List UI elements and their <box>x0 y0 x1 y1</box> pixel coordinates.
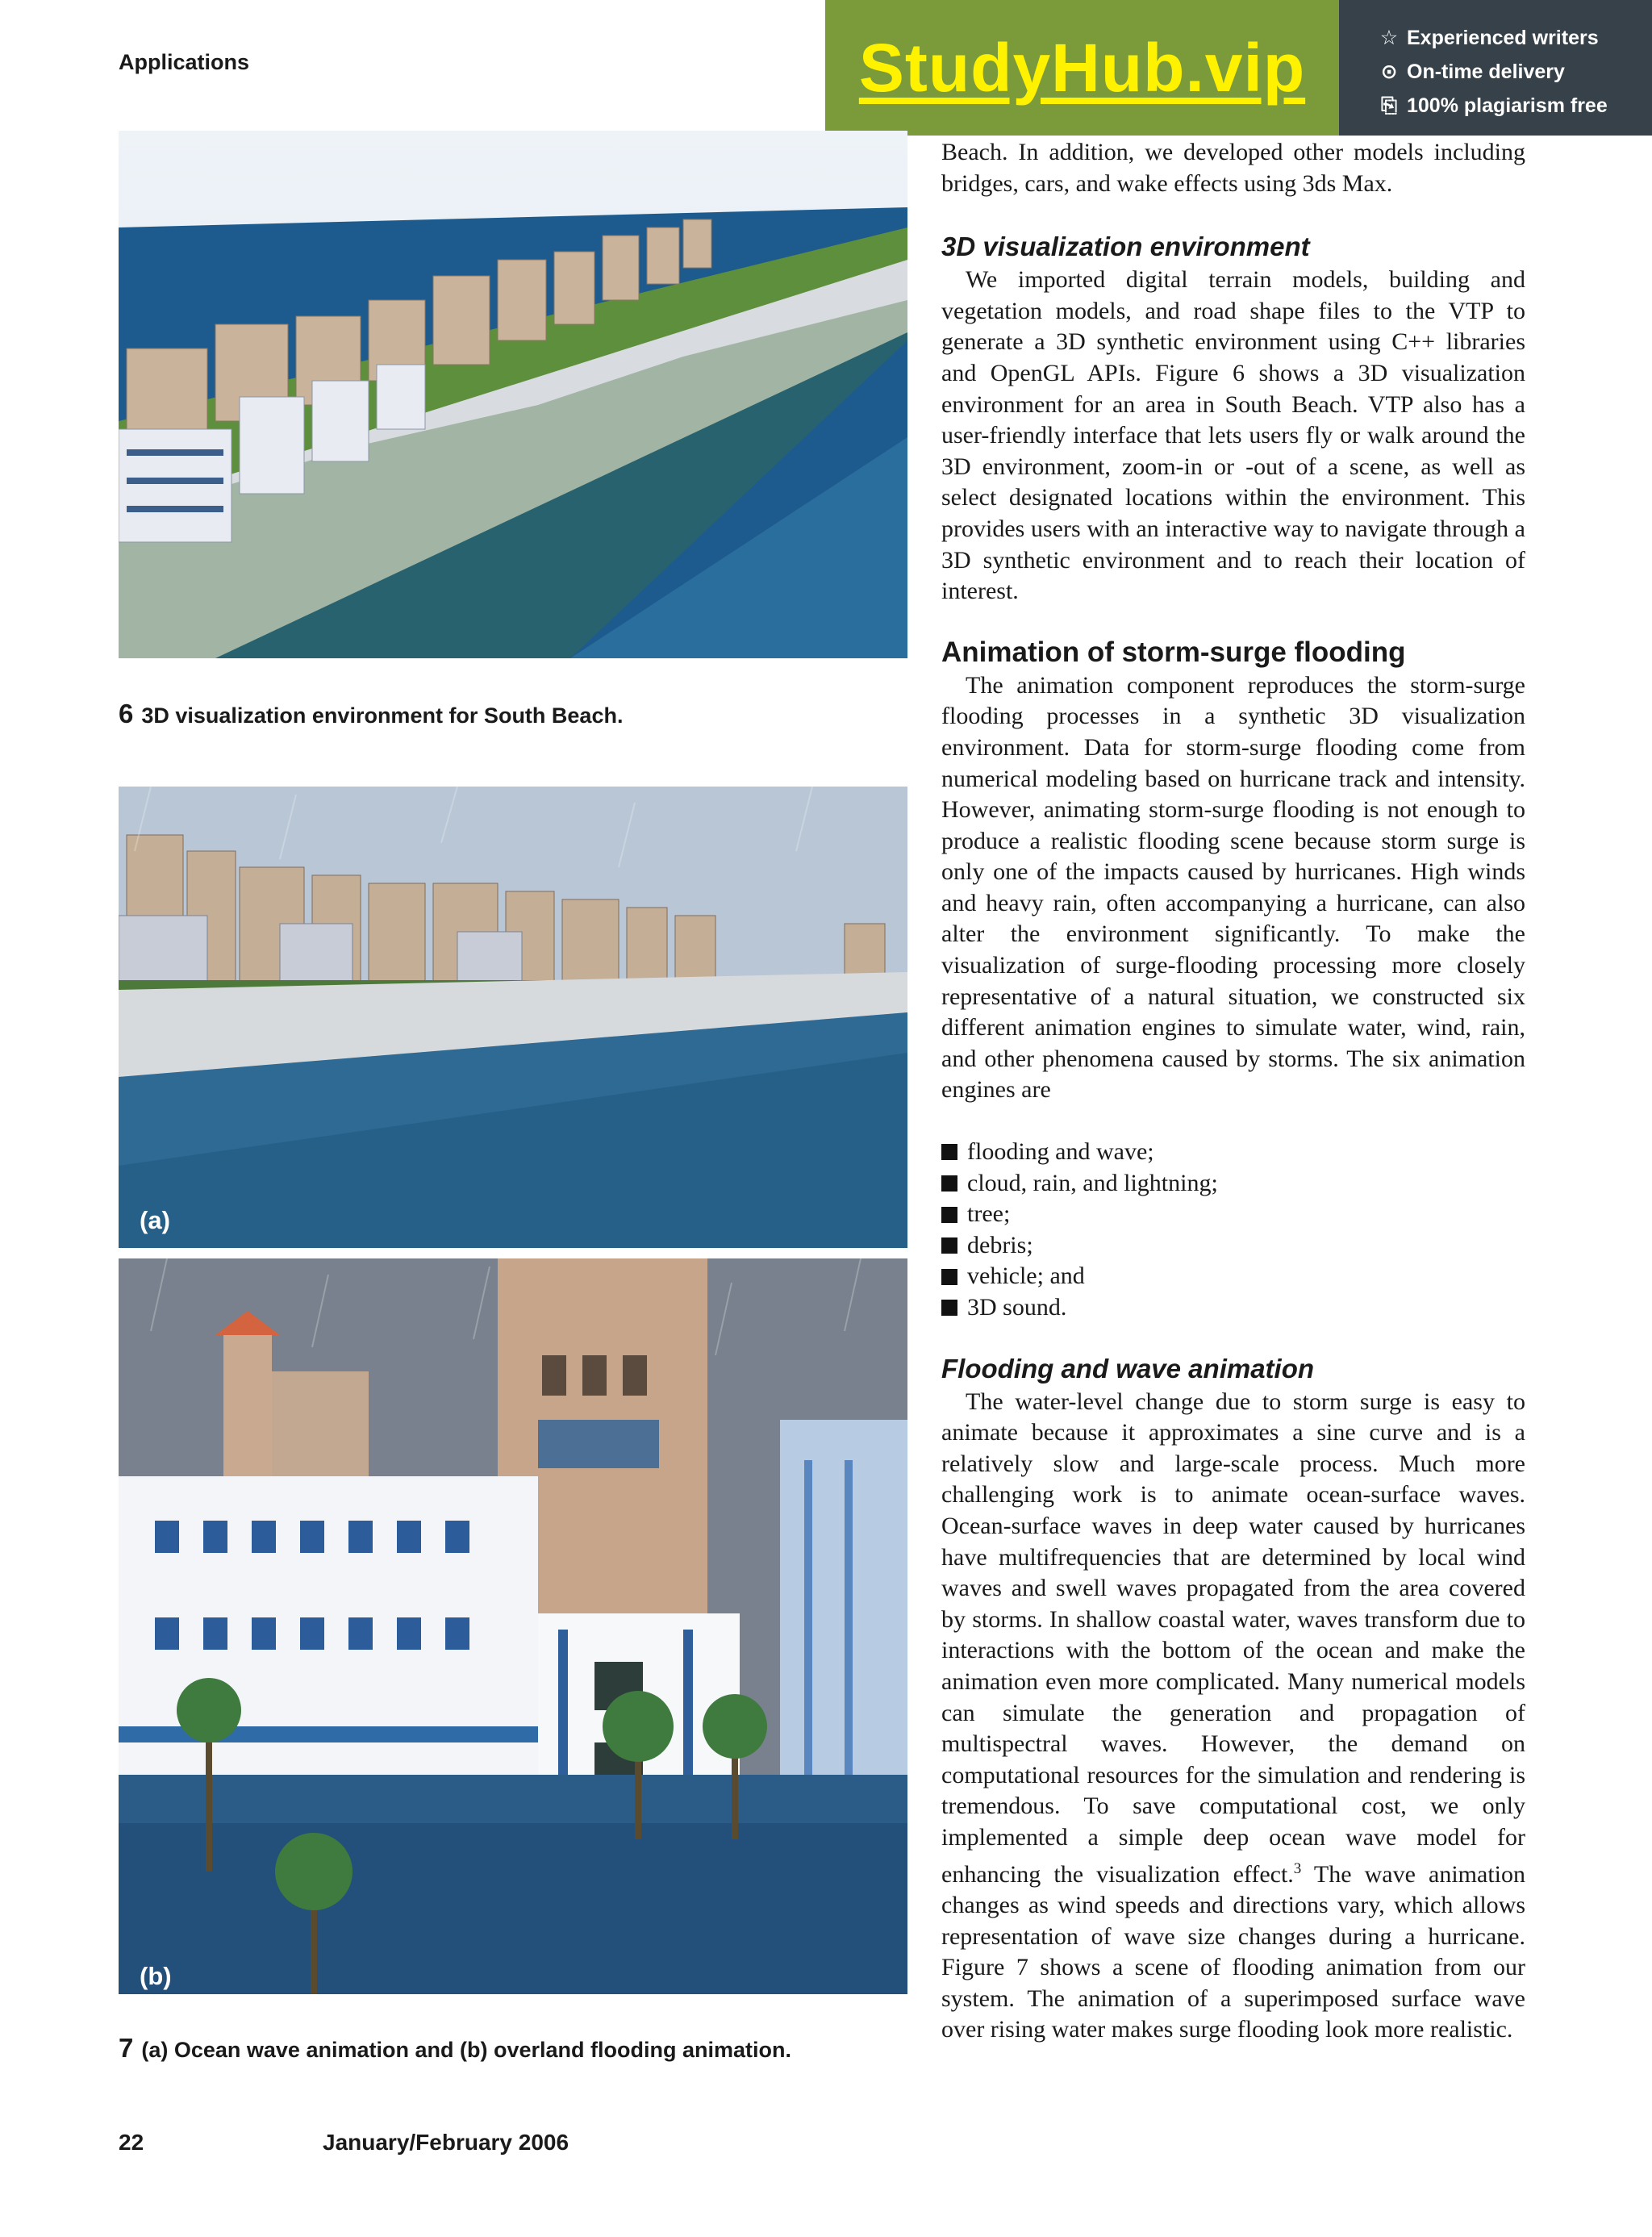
ad-feature <box>1379 89 1652 123</box>
panel-label-a: (a) <box>140 1206 170 1234</box>
ad-brand[interactable]: StudyHub.vip <box>858 29 1306 106</box>
page-number: 22 <box>119 2130 144 2155</box>
star-icon: ☆ <box>1379 27 1399 49</box>
figure-7a-image <box>119 787 907 1248</box>
bullet-square-icon <box>941 1300 957 1316</box>
figure-number: 7 <box>119 2033 134 2063</box>
engine-list <box>941 1137 1525 1324</box>
body-column <box>941 137 1525 2046</box>
paragraph: The water-level change due to storm surge is easy to animate because it approximates a sine curve and is a relatively slow and large-scale process. Much more challenging work is to animate ocean-surface waves. Ocean-surface waves in deep water caused by hurricanes have multifrequencies that are determined by local wind waves and swell waves propagated from the area covered by storms. In shallow coastal water, waves transform due to interactions with the bottom of the ocean and make the animation even more complicated. Many numerical models can simulate the generation and propagation of multispectral waves. However, the demand on computational resources for the simulation and rendering is tremendous. To save computational cost, we only implemented a simple deep ocean wave model for enhancing the visualization effect.$^3$ The wave animation changes as wind speeds and directions vary, which allows representation of wave size changes during a hurricane. Figure 7 shows a scene of flooding animation from our system. The animation of a superimposed surface wave over rising water makes surge flooding look more realistic. <box>941 1388 1525 2043</box>
ad-feature-text: 100% plagiarism free <box>1407 94 1608 117</box>
list-item: 3D sound. <box>941 1292 1525 1324</box>
paragraph: The animation component reproduces the storm-surge flooding processes in a synthetic 3D visualization environment. Data for storm-surge flooding come from numerical modeling based on hurricane track and intensity. However, animating storm-surge flooding is not enough to produce a realistic flooding scene because storm surge is only one of the impacts caused by hurricanes. High winds and heavy rain, often accompanying a hurricane, can also alter the environment significantly. To make the visualization of surge-flooding processing more closely representative of a natural situation, we constructed six different animation engines to simulate water, wind, rain, and other phenomena caused by storms. The six animation engines are <box>941 671 1525 1104</box>
section-heading: Flooding and wave animation <box>941 1353 1315 1384</box>
bullet-square-icon <box>941 1207 957 1223</box>
list-item: cloud, rain, and lightning; <box>941 1168 1525 1200</box>
section-heading: Animation of storm-surge flooding <box>941 636 1406 668</box>
paragraph: We imported digital terrain models, building and vegetation models, and road shape files to the VTP to generate a 3D synthetic environment using C++ libraries and OpenGL APIs. Figure 6 shows a 3D visualization environment for an area in South Beach. VTP also has a user-friendly interface that lets users fly or walk around the 3D environment, zoom-in or -out of a scene, as well as select designated locations within the environment. This provides users with an interactive way to navigate through a 3D synthetic environment and to reach their location of interest. <box>941 266 1525 605</box>
ad-banner[interactable] <box>825 0 1652 136</box>
list-item: debris; <box>941 1230 1525 1262</box>
figure-7-caption <box>119 2033 791 2064</box>
bullet-square-icon <box>941 1237 957 1254</box>
intro-paragraph: Beach. In addition, we developed other models including bridges, cars, and wake effects using 3ds Max. <box>941 139 1525 197</box>
reference-marker[interactable]: 3 <box>1293 1859 1302 1877</box>
figure-7b-image <box>119 1258 907 1994</box>
list-item: vehicle; and <box>941 1261 1525 1292</box>
section-label: Applications <box>119 50 250 74</box>
figure-6-caption <box>119 699 623 729</box>
section-heading: 3D visualization environment <box>941 232 1310 262</box>
ad-feature-text: Experienced writers <box>1407 26 1599 49</box>
list-item: tree; <box>941 1199 1525 1230</box>
figure-number: 6 <box>119 699 134 728</box>
caption-text: 3D visualization environment for South Beach. <box>141 703 624 728</box>
bullet-square-icon <box>941 1269 957 1285</box>
ad-feature-text: On-time delivery <box>1407 60 1565 83</box>
panel-label-b: (b) <box>140 1962 172 1990</box>
ad-features <box>1339 0 1652 136</box>
bullet-square-icon <box>941 1144 957 1160</box>
bullet-square-icon <box>941 1175 957 1192</box>
clock-icon: ⊙ <box>1380 61 1398 83</box>
issue-date: January/February 2006 <box>323 2130 569 2155</box>
list-item: flooding and wave; <box>941 1137 1525 1168</box>
ad-feature <box>1379 21 1652 55</box>
ad-feature <box>1379 55 1652 89</box>
document-icon: ⎘ <box>1380 94 1397 117</box>
figure-6-image <box>119 131 907 658</box>
ad-brand-panel[interactable] <box>825 0 1339 136</box>
caption-text: (a) Ocean wave animation and (b) overland flooding animation. <box>141 2038 791 2062</box>
